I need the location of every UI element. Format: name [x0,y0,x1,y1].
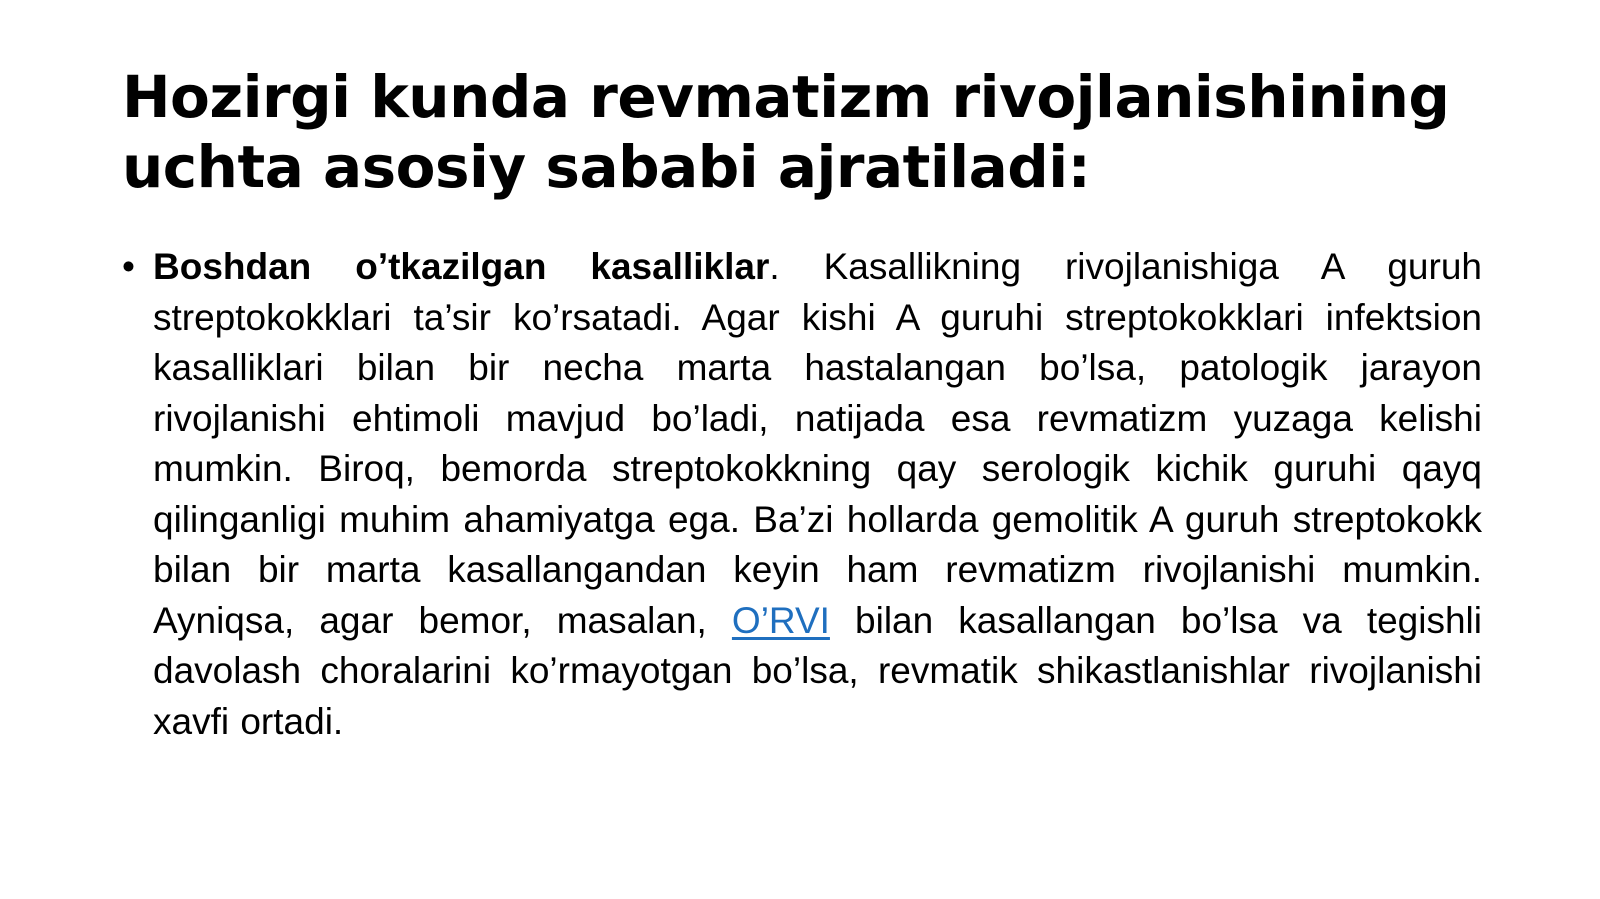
bullet-item [122,242,1482,747]
bullet-lead-text: Boshdan o’tkazilgan kasalliklar [153,246,770,287]
bullet-body-text-end: bilan kasallangan bo’lsa va tegishli davolash choralarini ko’rmayotgan bo’lsa, revmatik shikastlanishlar rivojlanishi xavfi ortadi. [153,599,1482,742]
bullet-icon: • [122,246,135,287]
bullet-list [122,242,1482,747]
bullet-body-text: Kasallikning rivojlanishiga A guruh streptokokklari ta’sir ko’rsatadi. Agar kishi A guruhi streptokokklari infektsion kasalliklari bilan bir necha marta hastalangan bo’lsa, patologik jarayon rivojlanishi ehtimoli mavjud bo’ladi, natijada esa revmatizm yuzaga kelishi mumkin. Biroq, bemorda streptokokkning qay serologik kichik guruhi qayq qilinganligi muhim ahamiyatga ega. Ba’zi hollarda gemolitik A guruh streptokokk bilan bir marta kasallangandan keyin ham revmatizm rivojlanishi mumkin. Ayniqsa, agar bemor, masalan, [153,246,1482,641]
orvi-link[interactable]: O’RVI [731,599,830,641]
bullet-lead-period: . [769,246,780,287]
slide-title: Hozirgi kunda revmatizm rivojlanishining uchta asosiy sababi ajratiladi: [122,63,1450,201]
